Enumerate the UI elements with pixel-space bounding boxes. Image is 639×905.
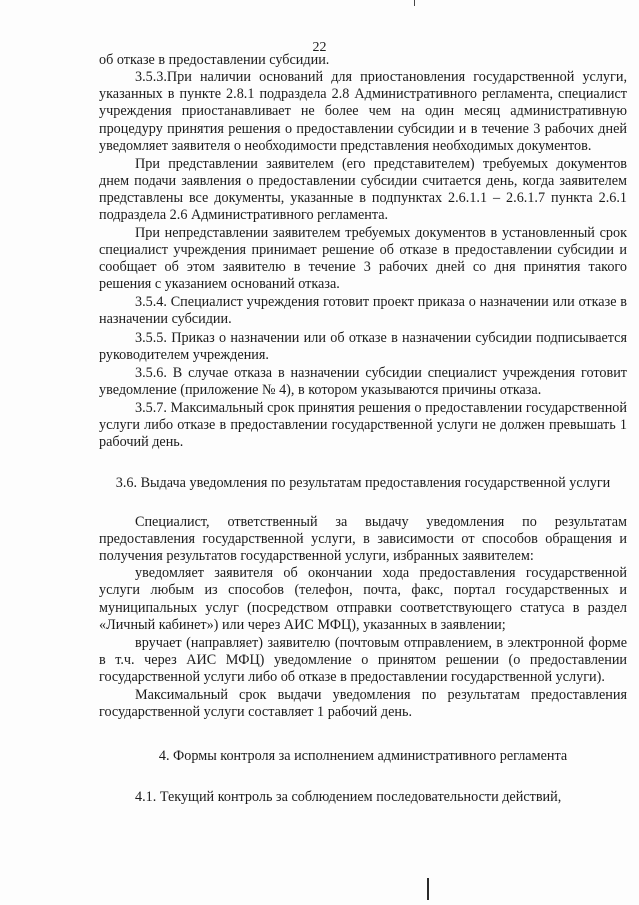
scan-artifact xyxy=(427,878,429,900)
page-number: 22 xyxy=(312,40,327,55)
paragraph-notifies: уведомляет заявителя об окончании хода предоставления государственной услуги любым из способов (телефон, почта, факс, портал государственных и муниципальных услуг (посредством отправки соответствующего статуса в раздел «Личный кабинет») или через АИС МФЦ), указанных в заявлении; xyxy=(99,565,627,633)
section-heading-3-6: 3.6. Выдача уведомления по результатам предоставления государственной услуги xyxy=(115,474,611,491)
document-body xyxy=(99,52,627,806)
paragraph-4-1: 4.1. Текущий контроль за соблюдением последовательности действий, xyxy=(135,788,562,805)
paragraph-continuation: об отказе в предоставлении субсидии. xyxy=(99,52,330,68)
paragraph-3-5-4: 3.5.4. Специалист учреждения готовит проект приказа о назначении или отказе в назначении субсидии. xyxy=(99,294,627,328)
paragraph-3-5-3: 3.5.3.При наличии оснований для приостановления государственной услуги, указанных в пункте 2.8.1 подраздела 2.8 Административного регламента, специалист учреждения приостанавливает не более чем на один месяц административную процедуру принятия решения о предоставлении субсидии и в течение 3 рабочих дней уведомляет заявителя о необходимости представления необходимых документов. xyxy=(99,69,627,154)
paragraph-non-submission: При непредставлении заявителем требуемых документов в установленный срок специалист учреждения принимает решение об отказе в предоставлении субсидии и сообщает об этом заявителю в течение 3 рабочих дней со дня принятия такого решения с указанием оснований отказа. xyxy=(99,224,627,293)
paragraph-max-term: Максимальный срок выдачи уведомления по результатам предоставления государственной услуги составляет 1 рабочий день. xyxy=(99,687,627,721)
paragraph-delivers: вручает (направляет) заявителю (почтовым отправлением, в электронной форме в т.ч. через АИС МФЦ) уведомление о принятом решении (о предоставлении государственной услуги либо об отказе в предоставлении государственной услуги). xyxy=(99,634,627,686)
paragraph-submission-day: При представлении заявителем (его представителем) требуемых документов днем подачи заявления о предоставлении субсидии считается день, когда заявителем представлены все документы, указанные в подпунктах 2.6.1.1 – 2.6.1.7 пункта 2.6.1 подраздела 2.6 Административного регламента. xyxy=(99,155,627,224)
paragraph-3-5-6: 3.5.6. В случае отказа в назначении субсидии специалист учреждения готовит уведомление (приложение № 4), в котором указываются причины отказа. xyxy=(99,364,627,398)
paragraph-specialist: Специалист, ответственный за выдачу уведомления по результатам предоставления государственной услуги, в зависимости от способов обращения и получения результатов государственной услуги, избранных заявителем: xyxy=(99,513,627,565)
scan-artifact xyxy=(414,0,415,6)
section-heading-4: 4. Формы контроля за исполнением административного регламента xyxy=(158,747,568,764)
paragraph-3-5-7: 3.5.7. Максимальный срок принятия решения о предоставлении государственной услуги либо отказе в предоставлении государственной услуги не должен превышать 1 рабочий день. xyxy=(99,400,627,451)
paragraph-3-5-5: 3.5.5. Приказ о назначении или об отказе в назначении субсидии подписывается руководителем учреждения. xyxy=(99,329,627,363)
